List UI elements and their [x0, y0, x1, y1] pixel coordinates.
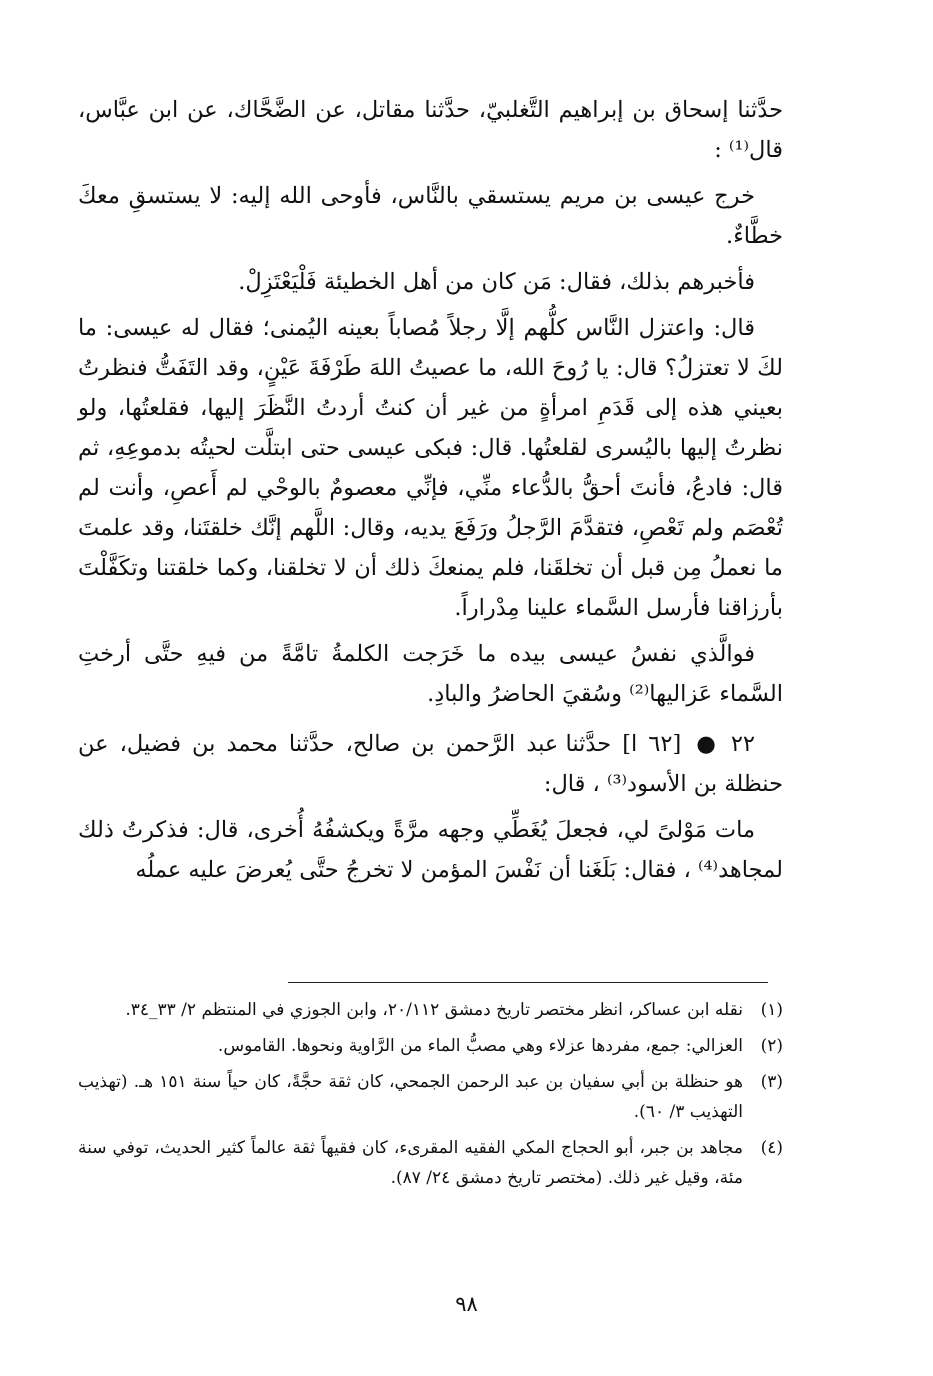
narration-text: حدَّثنا عبد الرَّحمن بن صالح، حدَّثنا محمد بن فضيل، عن حنظلة بن الأسود⁽³⁾ ، قال:	[78, 731, 783, 797]
paragraph: قال: واعتزل النَّاس كلُّهم إلَّا رجلاً مُصاباً بعينه اليُمنى؛ فقال له عيسى: ما لكَ لا تعتزلُ؟ قال: يا رُوحَ الله، ما عصيتُ اللهَ طَرْفَةَ عَيْنٍ، وقد التَفَتُّ فنظرتُ بعيني هذه إلى قَدَمِ امرأةٍ من غير أن كنتُ أردتُ النَّظَرَ إليها، فقلعتُها، ولو نظرتُ إليها باليُسرى لقلعتُها. قال: فبكى عيسى حتى ابتلَّت لحيتُه بدموعِهِ، ثم قال: فادعُ، فأنتَ أحقُّ بالدُّعاء منِّي، فإنِّي معصومٌ بالوحْي لم أَعصِ، وأنت لم تُعْصَم ولم تَعْصِ، فتقدَّمَ الرَّجلُ ورَفَعَ يديه، وقال: اللَّهم إنَّك خلقتَنا، وقد علمتَ ما نعملُ مِن قبل أن تخلقَنا، فلم يمنعكَ ذلك أن لا تخلقنا، وكما خلقتنا وتكَفَّلْتَ بأرزاقنا فأرسل السَّماء علينا مِدْراراً.	[78, 315, 783, 621]
footnote-number: (١)	[760, 1000, 783, 1020]
footnote	[78, 995, 783, 1025]
footnote	[78, 1067, 783, 1127]
paragraph: مات مَوْلىً لي، فجعلَ يُغَطِّي وجهه مرَّةً ويكشفُهُ أُخرى، قال: فذكرتُ ذلك لمجاهد⁽⁴⁾ ، فقال: بَلَغَنا أن نَفْسَ المؤمن لا تخرجُ حتَّى يُعرضَ عليه عملُه	[78, 817, 783, 883]
footnote-number: (٤)	[760, 1138, 783, 1158]
narration-number: ٢٢ ●	[692, 731, 755, 757]
paragraph: فوالَّذي نفسُ عيسى بيده ما خَرَجت الكلمةُ تامَّةً من فيهِ حتَّى أرختِ السَّماء عَزاليها⁽²⁾ وسُقيَ الحاضرُ والبادِ.	[78, 641, 783, 707]
footnotes	[78, 995, 783, 1199]
main-text	[78, 90, 783, 896]
footnote-number: (٢)	[760, 1036, 783, 1056]
footnote	[78, 1133, 783, 1193]
footnote-text: العزالي: جمع، مفردها عزلاء وهي مصبُّ الماء من الرَّاوية ونحوها. القاموس.	[217, 1036, 743, 1056]
isnad-paragraph: حدَّثنا إسحاق بن إبراهيم التَّغلبيّ، حدَّثنا مقاتل، عن الضَّحَّاك، عن ابن عبَّاس، قال⁽¹⁾ :	[78, 97, 783, 163]
footnote-text: نقله ابن عساكر، انظر مختصر تاريخ دمشق ٢٠/١١٢، وابن الجوزي في المنتظم ٢/ ٣٣_٣٤.	[125, 1000, 743, 1020]
paragraph: خرج عيسى بن مريم يستسقي بالنَّاس، فأوحى الله إليه: لا يستسقِ معكَ خطَّاءٌ.	[78, 183, 783, 249]
narration-paragraph	[78, 724, 783, 804]
paragraph: فأخبرهم بذلك، فقال: مَن كان من أهل الخطيئة فَلْيَعْتَزِلْ.	[238, 269, 755, 295]
narration-ref: [٦٢ ا]	[622, 731, 682, 757]
footnote-text: هو حنظلة بن أبي سفيان بن عبد الرحمن الجمحي، كان ثقة حجَّةً، كان حياً سنة ١٥١ هـ. (تهذيب التهذيب ٣/ ٦٠).	[78, 1072, 743, 1122]
footnote-number: (٣)	[760, 1072, 783, 1092]
footnote-divider	[288, 982, 768, 983]
footnote	[78, 1031, 783, 1061]
footnote-text: مجاهد بن جبر، أبو الحجاج المكي الفقيه المقرىء، كان فقيهاً ثقة عالماً كثير الحديث، توفي سنة مئة، وقيل غير ذلك. (مختصر تاريخ دمشق ٢٤/ ٨٧).	[78, 1138, 743, 1188]
page-number: ٩٨	[455, 1292, 478, 1316]
